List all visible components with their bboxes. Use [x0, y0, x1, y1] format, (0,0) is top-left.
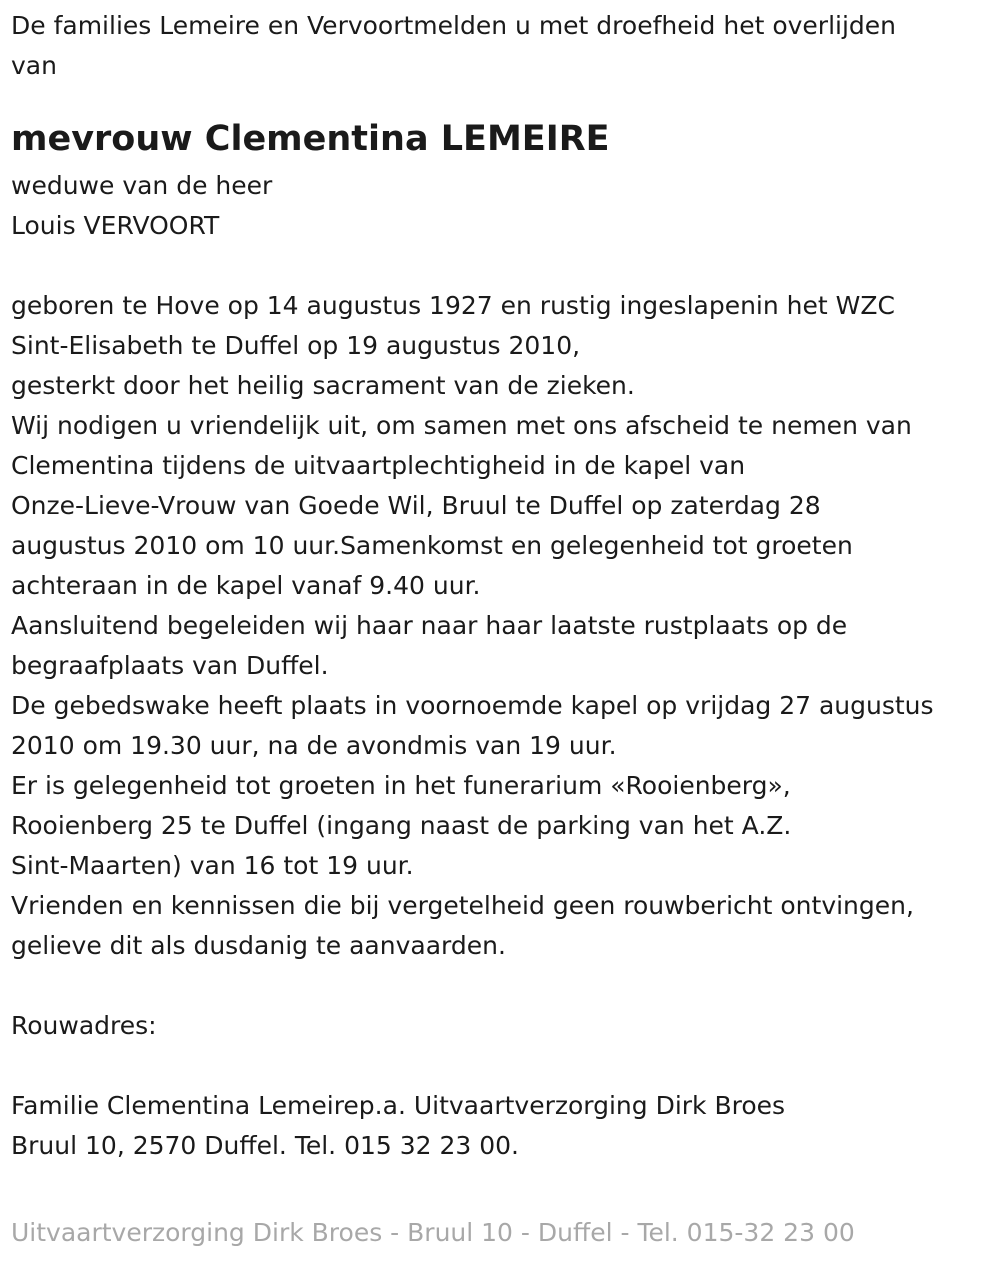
spacer — [11, 246, 990, 286]
body-line: begraafplaats van Duffel. — [11, 651, 329, 680]
body-line: Sint-Maarten) van 16 tot 19 uur. — [11, 851, 414, 880]
address-line: Bruul 10, 2570 Duffel. Tel. 015 32 23 00. — [11, 1131, 520, 1160]
notice-body — [11, 286, 990, 966]
body-line: Rooienberg 25 te Duffel (ingang naast de parking van het A.Z. — [11, 811, 792, 840]
address-line: Familie Clementina Lemeirep.a. Uitvaartverzorging Dirk Broes — [11, 1091, 786, 1120]
body-line: 2010 om 19.30 uur, na de avondmis van 19 uur. — [11, 731, 617, 760]
relation-line: weduwe van de heer — [11, 171, 273, 200]
body-line: Er is gelegenheid tot groeten in het funerarium «Rooienberg», — [11, 771, 791, 800]
body-line: gelieve dit als dusdanig te aanvaarden. — [11, 931, 506, 960]
body-line: Clementina tijdens de uitvaartplechtigheid in de kapel van — [11, 451, 746, 480]
spacer — [11, 966, 990, 1006]
body-line: Onze-Lieve-Vrouw van Goede Wil, Bruul te Duffel op zaterdag 28 — [11, 491, 821, 520]
body-line: geboren te Hove op 14 augustus 1927 en rustig ingeslapenin het WZC — [11, 291, 895, 320]
deceased-name: mevrouw Clementina LEMEIRE — [11, 119, 610, 159]
body-line: augustus 2010 om 10 uur.Samenkomst en gelegenheid tot groeten — [11, 531, 853, 560]
body-line: Vrienden en kennissen die bij vergetelheid geen rouwbericht ontvingen, — [11, 891, 914, 920]
relation-line: Louis VERVOORT — [11, 211, 220, 240]
body-line: De gebedswake heeft plaats in voornoemde kapel op vrijdag 27 augustus — [11, 691, 934, 720]
body-line: Aansluitend begeleiden wij haar naar haar laatste rustplaats op de — [11, 611, 848, 640]
intro-line: van — [11, 51, 57, 80]
spacer — [11, 1046, 990, 1086]
address-label: Rouwadres: — [11, 1011, 157, 1040]
body-line: Sint-Elisabeth te Duffel op 19 augustus 2010, — [11, 331, 581, 360]
body-line: gesterkt door het heilig sacrament van de zieken. — [11, 371, 635, 400]
intro-line: De families Lemeire en Vervoortmelden u met droefheid het overlijden — [11, 11, 897, 40]
funeral-home-footer: Uitvaartverzorging Dirk Broes - Bruul 10 - Duffel - Tel. 015-32 23 00 — [11, 1218, 855, 1247]
body-line: Wij nodigen u vriendelijk uit, om samen met ons afscheid te nemen van — [11, 411, 912, 440]
body-line: achteraan in de kapel vanaf 9.40 uur. — [11, 571, 481, 600]
